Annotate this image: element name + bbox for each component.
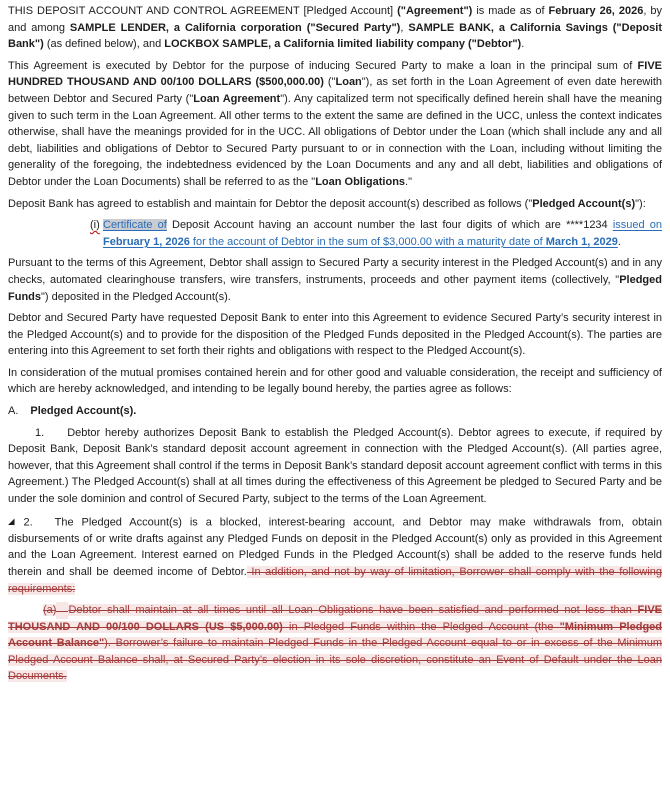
- text-run: (": [323, 76, 336, 89]
- text-run: issued on: [612, 219, 663, 232]
- list-item-marker: (i): [90, 219, 100, 232]
- text-run: Loan Agreement: [193, 92, 281, 105]
- text-run: Deposit Bank has agreed to establish and maintain for Debtor the deposit account(s) described as follows (": [8, 197, 533, 210]
- text-run: ). Borrower’s failure to maintain Pledged Funds in the Pledged Account equal to or in excess of the Minimum Pledged Account Balance shall, at Secured Party’s election in its sole discretion, constitute an Event of Default under the Loan Documents.: [8, 637, 663, 683]
- text-run: 2.: [23, 516, 33, 529]
- text-run: Pledged Account(s).: [30, 405, 137, 418]
- loan-recital-paragraph: [8, 58, 662, 191]
- text-run: (a): [43, 604, 57, 617]
- text-run: February 1, 2026: [103, 235, 190, 248]
- text-run: "). Any capitalized term not specifically defined herein shall have the meaning given to such term in the Loan Agreement. All other terms to the extent the same are defined in the UCC, unless the context indicates otherwise, shall have the meanings provided for in the UCC. All obligations of Debtor under the Loan (which shall include any and all debt, liabilities and obligations of Debtor to Secured Party pursuant to or in connection with the Loan, including without limiting the generality of the foregoing, the indebtedness evidenced by the Loan Documents and any and all debt, liabilities and obligations of Debtor under the Loan Documents) shall be referred to as the ": [8, 92, 663, 188]
- text-run: .: [521, 38, 525, 51]
- text-run: is made as of: [472, 5, 549, 17]
- text-run: Debtor shall maintain at all times until all Loan Obligations have been satisfied and performed not less than: [68, 604, 638, 617]
- text-run: March 1, 2029: [545, 235, 618, 248]
- consideration-paragraph: [8, 365, 662, 398]
- deleted-paragraph-a: [8, 602, 662, 685]
- tab-spacer: [33, 514, 55, 531]
- text-run: (as defined below), and: [43, 38, 165, 51]
- text-run: LOCKBOX SAMPLE, a California limited liability company ("Debtor"): [164, 38, 522, 51]
- text-run: This Agreement is executed by Debtor for the purpose of inducing Secured Party to make a loan in the principal sum of: [8, 59, 638, 72]
- text-run: "Minimum Pledged Account Balance": [8, 620, 663, 650]
- tab-spacer: [56, 602, 68, 619]
- text-run: In addition, and not by way of limitation, Borrower shall comply with the following requirements:: [8, 565, 662, 595]
- purpose-paragraph: [8, 310, 662, 360]
- text-run: FIVE THOUSAND AND 00/100 DOLLARS (US $5,000.00): [8, 604, 662, 633]
- text-run: for the account of Debtor in the sum of $3,000.00 with a maturity date of: [189, 235, 546, 248]
- text-run: In consideration of the mutual promises contained herein and for other good and valuable consideration, the receipt and sufficiency of which are hereby acknowledged, and intending to be legally bound hereby, the parties agree as follows:: [8, 366, 662, 396]
- text-run: A.: [8, 405, 19, 418]
- text-run: Deposit Account having an account number the last four digits of which are ****1234: [172, 219, 613, 232]
- text-run: Pledged Account(s): [532, 197, 636, 210]
- tracked-change-marker-icon: ◢: [8, 515, 20, 526]
- text-run: Loan: [335, 76, 362, 89]
- text-run: ,: [400, 21, 409, 34]
- text-run: "), as set forth in the Loan Agreement of even date herewith between Debtor and Secured Party (": [8, 76, 662, 105]
- text-run: , by and among: [8, 5, 662, 34]
- tab-spacer: [19, 514, 23, 531]
- text-run: Debtor hereby authorizes Deposit Bank to establish the Pledged Account(s). Debtor agrees to execute, if required by Deposit Bank, Deposit Bank’s standard deposit account agreement in connection with the Pledged Account(s). (All parties agree, however, that this Agreement shall control if the terms in Deposit Bank’s standard deposit account agreement conflict with terms in this Agreement.) The Pledged Account(s) shall at all times during the effectiveness of this Agreement be pledged to Secured Party and be under the sole dominion and control of Secured Party, subject to the terms of the Loan Agreement.: [8, 426, 662, 506]
- text-run: Debtor and Secured Party have requested Deposit Bank to enter into this Agreement to evidence Secured Party’s security interest in the Pledged Account(s) and to provide for the disposition of the Pledged Funds deposited in the Pledged Account(s). The parties are entering into this Agreement to set forth their rights and obligations with respect to the Pledged Account(s).: [8, 312, 662, 358]
- text-run: THIS DEPOSIT ACCOUNT AND CONTROL AGREEMENT [Pledged Account]: [8, 5, 398, 17]
- section-a-paragraph-1: [8, 425, 662, 508]
- text-run: "):: [635, 197, 646, 210]
- text-run: SAMPLE BANK, a California Savings ("Deposit Bank"): [8, 21, 662, 51]
- text-run: Pursuant to the terms of this Agreement, Debtor shall assign to Secured Party a security interest in the Pledged Account(s) and in any checks, automated clearinghouse transfers, wire transfers, instruments, proceeds and other payment items (collectively, ": [8, 257, 662, 286]
- section-a-heading: [8, 403, 662, 420]
- preamble-paragraph: [8, 3, 662, 53]
- text-run: February 26, 2026: [548, 5, 644, 17]
- text-run: ") deposited in the Pledged Account(s).: [41, 290, 231, 303]
- text-run: .: [617, 235, 621, 248]
- section-a-paragraph-2: [8, 513, 662, 597]
- text-run: The Pledged Account(s) is a blocked, interest-bearing account, and Debtor may make withdrawals from, obtain disbursements of or write drafts against any Pledged Funds on deposit in the Pledged Account(s) only as provided in this Agreement and the Loan Agreement. Interest earned on Pledged Funds in the Pledged Account(s) shall be added to the reserve funds held therein and shall be deemed income of Debtor.: [8, 516, 662, 578]
- text-run: SAMPLE LENDER, a California corporation ("Secured Party"): [69, 21, 401, 34]
- text-run: Loan Obligations: [315, 175, 406, 188]
- deposit-accounts-intro-paragraph: [8, 196, 662, 213]
- tab-spacer: [8, 425, 35, 442]
- text-run: FIVE HUNDRED THOUSAND AND 00/100 DOLLARS ($500,000.00): [8, 59, 662, 89]
- text-run: Pledged Funds: [8, 273, 662, 303]
- tab-spacer: [8, 602, 43, 619]
- security-interest-paragraph: [8, 255, 662, 305]
- text-run: .": [405, 175, 413, 188]
- text-run: Certificate of: [103, 219, 167, 232]
- text-run: in Pledged Funds within the Pledged Account (the: [282, 620, 560, 633]
- tab-spacer: [18, 403, 30, 420]
- text-run: ("Agreement"): [397, 5, 473, 17]
- pledged-account-item-i: [8, 217, 662, 250]
- text-run: 1.: [35, 426, 45, 439]
- tab-spacer: [44, 425, 67, 442]
